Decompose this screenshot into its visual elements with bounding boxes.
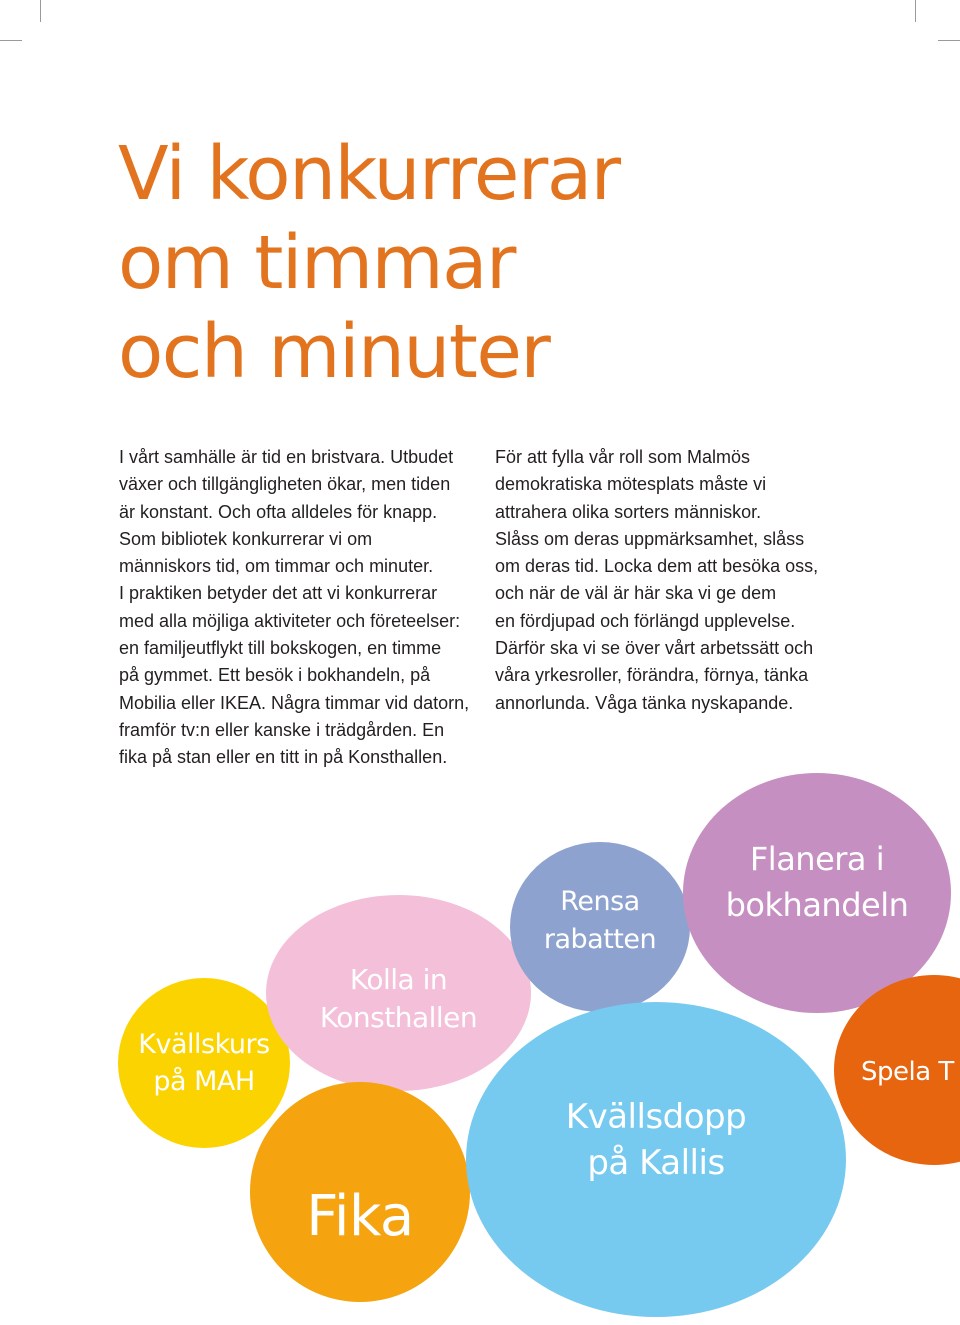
text-line: fika på stan eller en titt in på Konsthallen. [119,747,448,768]
text-line: I vårt samhälle är tid en bristvara. Utbudet [119,447,454,467]
text-line: Som bibliotek konkurrerar vi om [119,528,373,549]
title-line: och minuter [118,309,550,395]
text-line: människors tid, om timmar och minuter. [119,556,434,577]
text-line: växer och tillgängligheten ökar, men tiden [119,474,451,495]
body-text-left [119,444,484,772]
text-line: demokratiska mötesplats måste vi [495,474,767,495]
text-line: och när de väl är här ska vi ge dem [495,583,777,604]
text-line: en fördjupad och förlängd upplevelse. [495,610,796,631]
text-line: För att fylla vår roll som Malmös [495,447,751,467]
crop-mark [938,40,960,41]
bubble-label: Kvällskurs [138,1029,270,1060]
crop-mark [40,0,41,22]
bubble-label: Konsthallen [319,1001,478,1034]
bubble-label: Spela T [861,1057,954,1087]
crop-mark [0,40,22,41]
bubble-label: rabatten [543,924,657,955]
bubble-label: bokhandeln [725,886,909,924]
bubble-label: på Kallis [587,1142,725,1183]
bubble-fika [250,1082,470,1302]
bubble-label: på MAH [153,1066,255,1097]
crop-mark [915,0,916,22]
text-line: I praktiken betyder det att vi konkurrerar [119,583,438,604]
bubble-kolla-in-konsthallen [266,895,531,1091]
title-line: om timmar [118,220,515,306]
text-line: Mobilia eller IKEA. Några timmar vid datorn, [119,692,470,713]
text-line: framför tv:n eller kanske i trädgården. En [119,719,445,740]
body-text-right [495,444,840,717]
text-line: är konstant. Och ofta alldeles för knapp. [119,501,438,522]
text-line: våra yrkesroller, förändra, förnya, tänka [495,665,809,686]
text-line: med alla möjliga aktiviteter och företeelser: [119,610,461,631]
page-title [118,130,620,397]
bubble-kvallskurs [118,978,290,1148]
bubble-rensa-rabatten [510,842,690,1012]
bubble-label: Kvällsdopp [565,1096,747,1137]
bubble-kvallsdopp-pa-kallis [466,1002,846,1317]
title-line: Vi konkurrerar [118,131,620,217]
bubble-label: Fika [306,1184,414,1249]
text-line: annorlunda. Våga tänka nyskapande. [495,692,794,713]
bubble-label: Rensa [560,886,640,917]
bubble-label: Kolla in [349,963,448,996]
text-line: Därför ska vi se över vårt arbetssätt och [495,638,814,659]
text-line: på gymmet. Ett besök i bokhandeln, på [119,665,431,686]
text-line: attrahera olika sorters människor. [495,501,762,522]
text-line: Slåss om deras uppmärksamhet, slåss [495,528,805,549]
bubble-label: Flanera i [749,840,885,878]
text-line: om deras tid. Locka dem att besöka oss, [495,556,819,577]
text-line: en familjeutflykt till bokskogen, en timme [119,638,442,659]
